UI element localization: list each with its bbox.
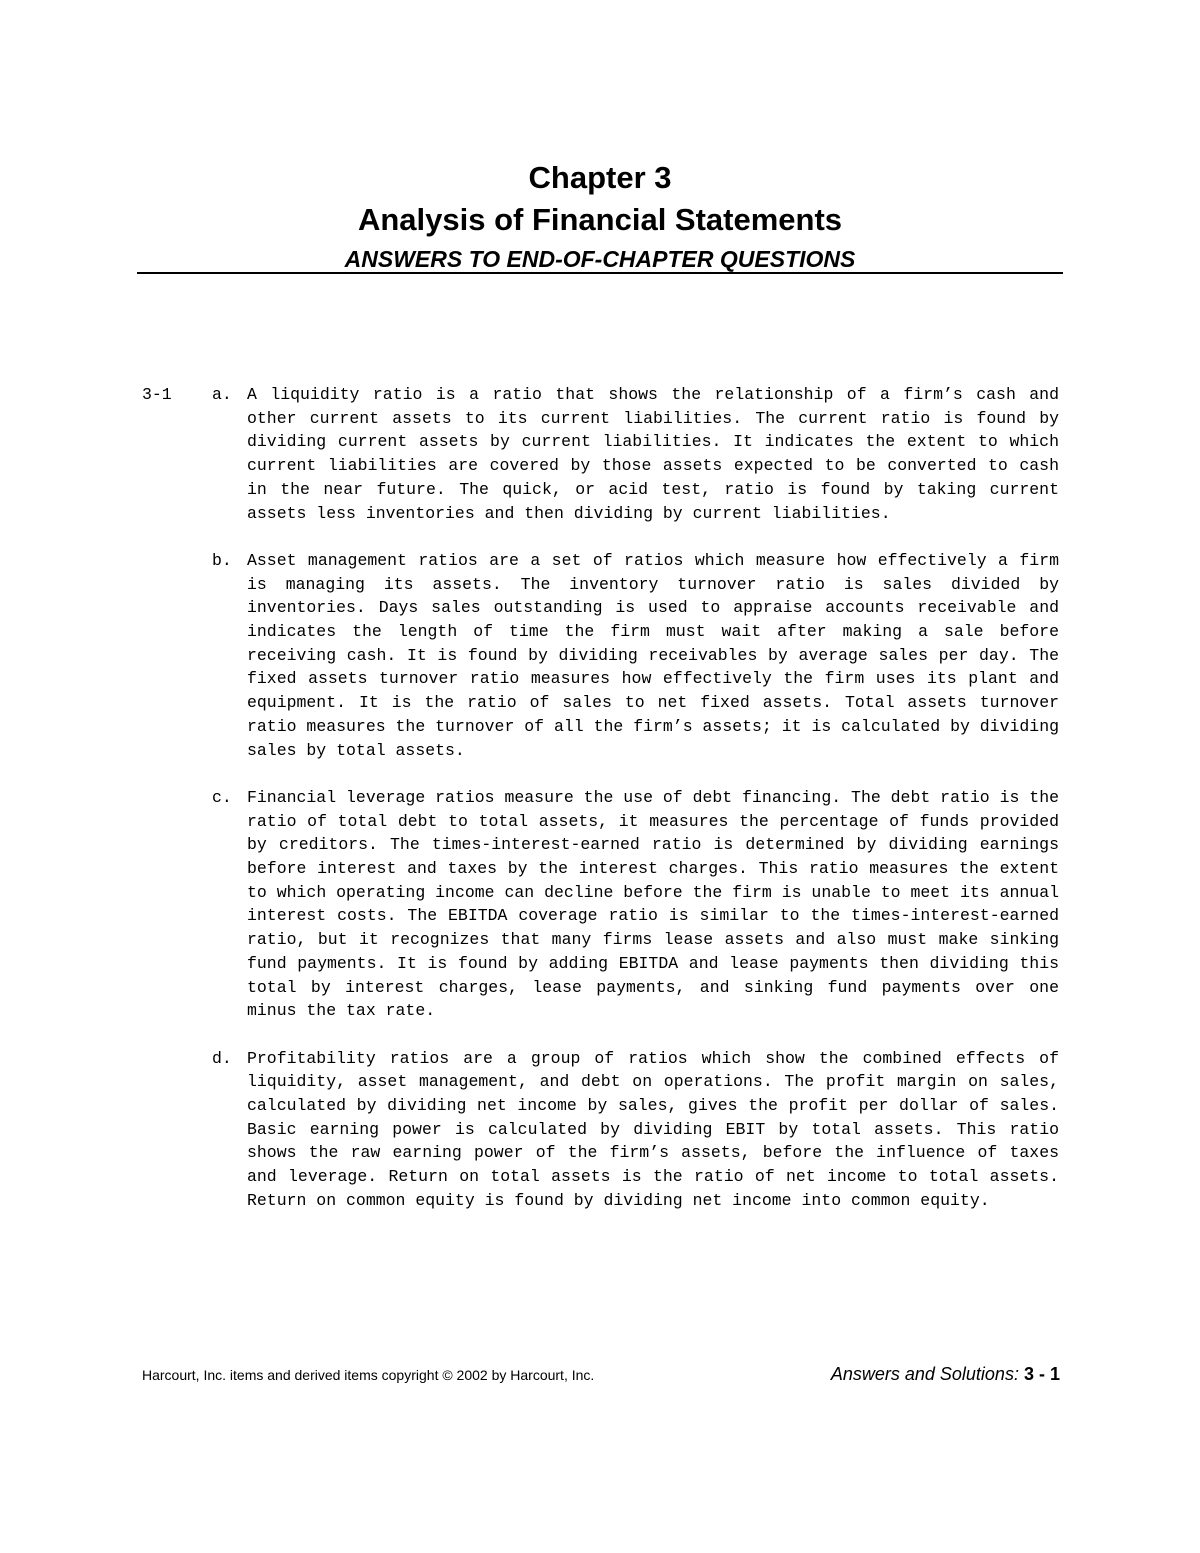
part-text: Asset management ratios are a set of ratios which measure how effectively a firm is managing its assets. The inventory turnover ratio is sales divided by inventories. Days sales outstanding is used to appraise accounts receivable and indicates the length of time the firm must wait after making a sale before receiving cash. It is found by dividing receivables by average sales per day. The fixed assets turnover ratio measures how effectively the firm uses its plant and equipment. It is the ratio of sales to net fixed assets. Total assets turnover ratio measures the turnover of all the firm’s assets; it is calculated by dividing sales by total assets. — [247, 550, 1059, 760]
part-text: A liquidity ratio is a ratio that shows the relationship of a firm’s cash and other current assets to its current liabilities. The current ratio is found by dividing current assets by current liabilities. It indicates the extent to which current liabilities are covered by those assets expected to be converted to cash in the near future. The quick, or acid test, ratio is found by taking current assets less inventories and then dividing by current liabilities. — [247, 385, 1059, 523]
section-heading: ANSWERS TO END-OF-CHAPTER QUESTIONS — [344, 246, 856, 272]
answer-part-b — [212, 549, 1059, 762]
chapter-title: Analysis of Financial Statements — [357, 202, 843, 237]
question-number: 3-1 — [142, 385, 172, 404]
page-number: 3 - 1 — [1023, 1364, 1060, 1384]
part-letter: a. — [212, 385, 232, 404]
header-divider — [137, 272, 1063, 274]
part-text: Financial leverage ratios measure the use of debt financing. The debt ratio is the ratio of total debt to total assets, it measures the percentage of funds provided by creditors. The times-interest-earned ratio is determined by dividing earnings before interest and taxes by the interest charges. This ratio measures the extent to which operating income can decline before the firm is unable to meet its annual interest costs. The EBITDA coverage ratio is similar to the times-interest-earned ratio, but it recognizes that many firms lease assets and also must make sinking fund payments. It is found by adding EBITDA and lease payments then dividing this total by interest charges, lease payments, and sinking fund payments over one minus the tax rate. — [247, 787, 1059, 1021]
page-header — [137, 158, 1063, 274]
page-footer — [142, 1364, 1060, 1385]
answer-part-a — [212, 383, 1059, 525]
part-letter: c. — [212, 787, 232, 807]
page-reference — [831, 1364, 1060, 1385]
chapter-number: Chapter 3 — [528, 160, 672, 195]
part-letter: d. — [212, 1048, 232, 1068]
part-text: Profitability ratios are a group of ratios which show the combined effects of liquidity, asset management, and debt on operations. The profit margin on sales, calculated by dividing net income by sales, gives the profit per dollar of sales. Basic earning power is calculated by dividing EBIT by total assets. This ratio shows the raw earning power of the firm’s assets, before the influence of taxes and leverage. Return on total assets is the ratio of net income to total assets. Return on common equity is found by dividing net income into common equity. — [247, 1048, 1059, 1210]
question-3-1 — [142, 383, 1062, 1236]
part-letter: b. — [212, 550, 232, 570]
answer-part-c — [212, 786, 1059, 1023]
answer-part-d — [212, 1047, 1059, 1213]
copyright-notice: Harcourt, Inc. items and derived items copyright © 2002 by Harcourt, Inc. — [142, 1367, 595, 1383]
section-label: Answers and Solutions: — [830, 1364, 1019, 1384]
